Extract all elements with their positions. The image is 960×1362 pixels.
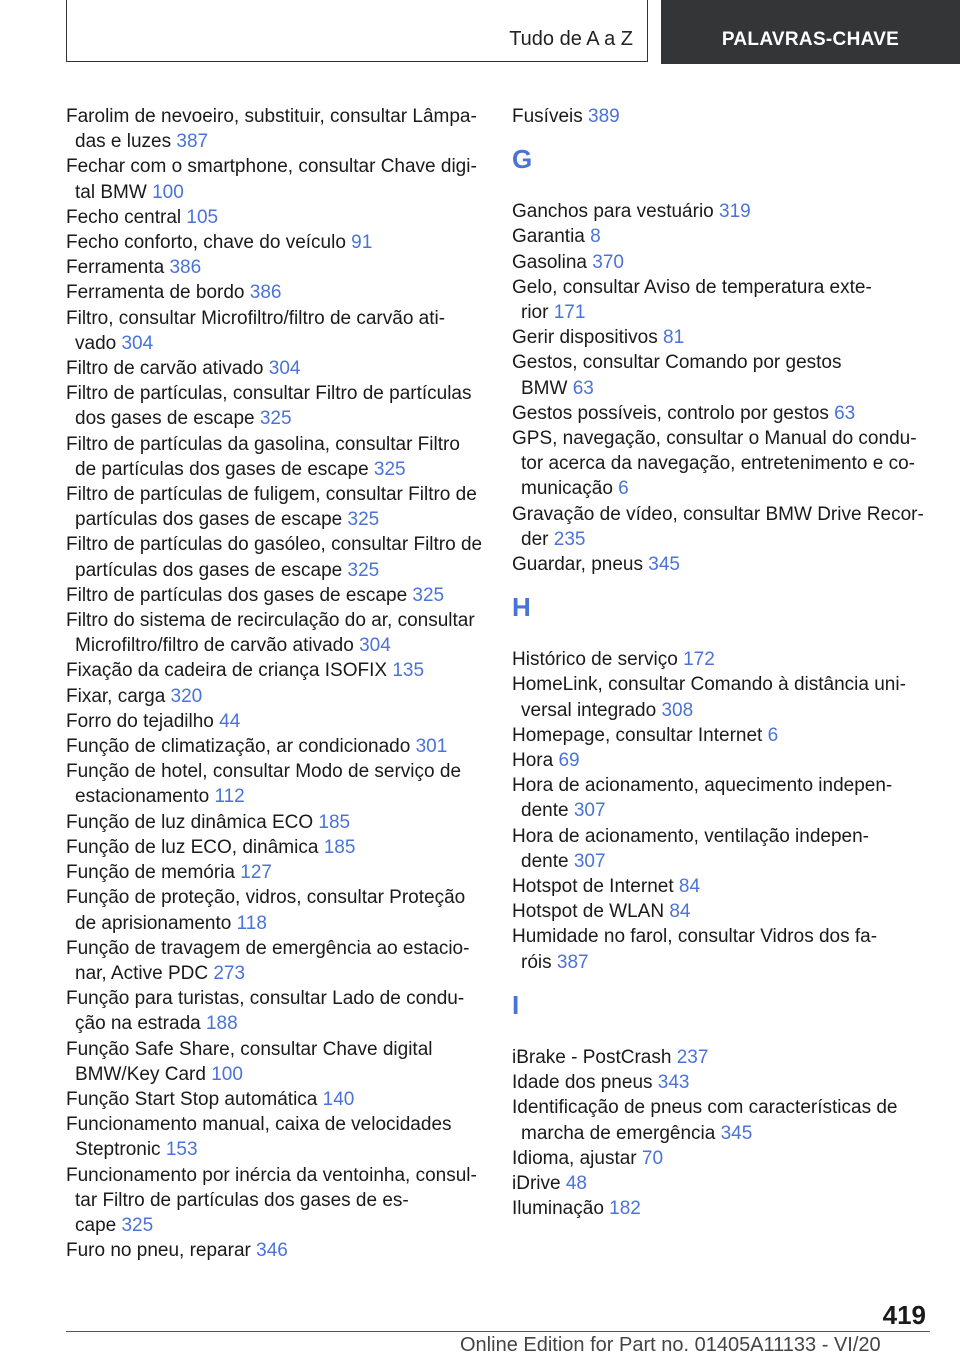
page-reference-link[interactable]: 307 <box>573 850 606 872</box>
index-entry <box>66 1037 486 1087</box>
section-tab-label: Tudo de A a Z <box>509 28 633 50</box>
page-reference-link[interactable]: 235 <box>553 528 586 550</box>
entry-term: Ferramenta <box>66 257 165 279</box>
page-reference-link[interactable]: 386 <box>169 257 202 279</box>
index-entry <box>66 885 486 935</box>
page-reference-link[interactable]: 304 <box>121 332 154 354</box>
entry-term: Fecho conforto, chave do veículo <box>66 232 346 254</box>
index-entry <box>512 723 932 748</box>
entry-term: Gerir dispositivos <box>512 327 658 349</box>
entry-term: Função de memória <box>66 862 235 884</box>
page-reference-link[interactable]: 325 <box>347 559 380 581</box>
index-entry <box>66 608 486 658</box>
entry-term: Ganchos para vestuário <box>512 201 714 223</box>
index-entry <box>512 1045 932 1070</box>
entry-term: Função de climatização, ar condicionado <box>66 736 411 758</box>
page-reference-link[interactable]: 346 <box>256 1240 288 1262</box>
edition-footer: Online Edition for Part no. 01405A11133 - VI/20 <box>460 1334 881 1356</box>
entry-term: Forro do tejadilho <box>66 710 214 732</box>
page-reference-link[interactable]: 308 <box>661 699 694 721</box>
index-entry <box>66 482 486 532</box>
page-reference-link[interactable]: 69 <box>558 750 580 772</box>
entry-term: Identificação de pneus com características de marcha de emergência <box>512 1097 898 1144</box>
page-reference-link[interactable]: 343 <box>657 1072 690 1094</box>
index-entry <box>66 306 486 356</box>
index-entry <box>512 647 932 672</box>
index-entry <box>512 426 932 502</box>
keyword-tab-label: PALAVRAS-CHAVE <box>721 29 900 50</box>
page-reference-link[interactable]: 118 <box>236 912 267 934</box>
entry-term: Iluminação <box>512 1198 604 1220</box>
page-reference-link[interactable]: 185 <box>323 836 356 858</box>
page-reference-link[interactable]: 91 <box>351 232 373 254</box>
index-entry <box>512 899 932 924</box>
page-reference-link[interactable]: 172 <box>683 649 715 671</box>
index-entry <box>66 532 486 582</box>
page-reference-link[interactable]: 387 <box>556 951 589 973</box>
entry-term: iDrive <box>512 1172 561 1194</box>
index-entry <box>66 860 486 885</box>
page-reference-link[interactable]: 100 <box>152 181 184 203</box>
page-reference-link[interactable]: 81 <box>663 327 685 349</box>
page-reference-link[interactable]: 301 <box>415 736 448 758</box>
index-entry <box>512 1171 932 1196</box>
index-entry <box>512 748 932 773</box>
entry-term: Hotspot de WLAN <box>512 901 665 923</box>
page-reference-link[interactable]: 389 <box>588 106 620 127</box>
page-reference-link[interactable]: 273 <box>213 962 246 984</box>
index-entry <box>66 154 486 204</box>
index-entry <box>512 350 932 400</box>
index-entry <box>66 104 486 154</box>
entry-term: Filtro do sistema de recirculação do ar, consultar Microfiltro/filtro de carvão ativado <box>66 610 475 657</box>
index-entry <box>512 1095 932 1145</box>
entry-term: Filtro de partículas do gasóleo, consultar Filtro de partículas dos gases de escape <box>66 534 483 581</box>
index-entry <box>66 1163 486 1239</box>
entry-term: Idade dos pneus <box>512 1072 653 1094</box>
page-reference-link[interactable]: 153 <box>165 1139 198 1161</box>
section-letter: H <box>512 592 531 623</box>
page-reference-link[interactable]: 304 <box>268 358 301 380</box>
page-reference-link[interactable]: 112 <box>214 786 245 808</box>
page-number: 419 <box>882 1300 926 1330</box>
entry-term: Filtro de partículas da gasolina, consultar Filtro de partículas dos gases de escape <box>66 433 460 480</box>
index-entry <box>66 986 486 1036</box>
page-reference-link[interactable]: 6 <box>618 478 629 500</box>
entry-term: Filtro de partículas, consultar Filtro de partículas dos gases de escape <box>66 383 472 430</box>
entry-term: Funcionamento por inércia da ventoinha, consul- tar Filtro de partículas dos gases de es- cape <box>66 1164 477 1236</box>
entry-term: Histórico de serviço <box>512 649 678 671</box>
page-reference-link[interactable]: 304 <box>359 635 391 657</box>
page-reference-link[interactable]: 63 <box>572 377 594 399</box>
entry-term: Homepage, consultar Internet <box>512 724 763 746</box>
index-entry <box>512 824 932 874</box>
page-reference-link[interactable]: 387 <box>176 131 209 153</box>
entry-term: Garantia <box>512 226 585 248</box>
entry-term: Idioma, ajustar <box>512 1147 637 1169</box>
entry-term: Furo no pneu, reparar <box>66 1240 251 1262</box>
page-reference-link[interactable]: 84 <box>678 876 701 898</box>
page-reference-link[interactable]: 84 <box>669 901 691 923</box>
index-entry <box>66 432 486 482</box>
entry-term: HomeLink, consultar Comando à distância uni- versal integrado <box>512 674 906 721</box>
index-entry <box>66 381 486 431</box>
index-entry <box>512 672 932 722</box>
page-reference-link[interactable]: 6 <box>767 724 779 746</box>
entry-term: Gestos, consultar Comando por gestos BMW <box>512 352 842 399</box>
index-entry <box>66 205 486 230</box>
index-entry <box>66 810 486 835</box>
index-entry <box>66 936 486 986</box>
index-entry <box>66 280 486 305</box>
page-reference-link[interactable]: 48 <box>565 1172 587 1194</box>
page-header <box>66 0 960 64</box>
page-reference-link[interactable]: 105 <box>186 206 219 228</box>
entry-term: Gravação de vídeo, consultar BMW Drive Recor- der <box>512 503 924 550</box>
index-entry <box>512 1196 932 1221</box>
index-entry <box>512 199 932 224</box>
entry-term: Filtro de partículas dos gases de escape <box>66 584 408 606</box>
section-letter: G <box>512 144 533 175</box>
index-entry <box>66 1238 486 1263</box>
entry-term: Hora de acionamento, ventilação indepen- dente <box>512 825 870 872</box>
entry-term: Hora <box>512 750 554 772</box>
entry-term: Guardar, pneus <box>512 554 643 576</box>
page-reference-link[interactable]: 70 <box>641 1147 664 1169</box>
index-entry <box>66 734 486 759</box>
index-entry <box>66 1112 486 1162</box>
entry-term: Gelo, consultar Aviso de temperatura exte- rior <box>512 276 872 324</box>
page-reference-link[interactable]: 8 <box>590 226 601 248</box>
entry-term: GPS, navegação, consultar o Manual do condu- tor acerca da navegação, entretenimento e co- municação <box>512 428 917 500</box>
index-entry <box>512 224 932 249</box>
footer-divider <box>66 1331 930 1332</box>
page-reference-link[interactable]: 325 <box>347 509 380 531</box>
page-reference-link[interactable]: 307 <box>573 800 606 822</box>
index-entry <box>512 1070 932 1095</box>
entry-term: Hotspot de Internet <box>512 876 674 898</box>
entry-term: Fechar com o smartphone, consultar Chave digi- tal BMW <box>66 156 477 203</box>
index-entry <box>512 250 932 275</box>
page-reference-link[interactable]: 386 <box>249 282 282 304</box>
page-reference-link[interactable]: 325 <box>259 408 292 430</box>
index-entry <box>512 874 932 899</box>
entry-term: Função de luz dinâmica ECO <box>66 811 314 833</box>
entry-term: Gestos possíveis, controlo por gestos <box>512 402 829 424</box>
entry-term: Hora de acionamento, aquecimento indepen- dente <box>512 775 893 822</box>
entry-term: Filtro de partículas de fuligem, consultar Filtro de partículas dos gases de escape <box>66 484 477 531</box>
index-entry <box>512 325 932 350</box>
index-entry <box>512 1146 932 1171</box>
page-reference-link[interactable]: 237 <box>676 1046 709 1068</box>
entry-term: Fixar, carga <box>66 685 166 707</box>
section-letter: I <box>512 989 520 1020</box>
page-reference-link[interactable]: 185 <box>318 811 351 833</box>
entry-term: Ferramenta de bordo <box>66 282 245 304</box>
page-reference-link[interactable]: 325 <box>373 458 406 480</box>
entry-term: Farolim de nevoeiro, substituir, consultar Lâmpa- das e luzes <box>66 106 477 153</box>
entry-term: Fusíveis <box>512 106 583 127</box>
entry-term: Função Safe Share, consultar Chave digital BMW/Key Card <box>66 1038 433 1085</box>
page-reference-link[interactable]: 127 <box>240 862 272 884</box>
index-entry <box>66 658 486 683</box>
page-reference-link[interactable]: 140 <box>322 1088 355 1110</box>
keyword-tab <box>661 0 960 64</box>
page-reference-link[interactable]: 171 <box>553 302 586 324</box>
entry-term: Função para turistas, consultar Lado de condu- ção na estrada <box>66 988 465 1035</box>
page-reference-link[interactable]: 325 <box>412 584 445 606</box>
entry-term: Função de travagem de emergência ao estacio- nar, Active PDC <box>66 937 470 984</box>
entry-term: Função de hotel, consultar Modo de serviço de estacionamento <box>66 761 462 808</box>
section-tab <box>66 0 648 62</box>
index-entry <box>66 583 486 608</box>
index-entry <box>66 709 486 734</box>
entry-term: Funcionamento manual, caixa de velocidades Steptronic <box>66 1114 452 1161</box>
page-reference-link[interactable]: 100 <box>211 1063 243 1085</box>
page-reference-link[interactable]: 188 <box>205 1013 238 1035</box>
page-reference-link[interactable]: 320 <box>170 685 203 707</box>
page-reference-link[interactable]: 135 <box>392 660 425 682</box>
page-reference-link[interactable]: 319 <box>719 201 751 223</box>
index-entry <box>512 773 932 823</box>
page-reference-link[interactable]: 182 <box>609 1198 641 1220</box>
index-entry <box>66 1087 486 1112</box>
page-reference-link[interactable]: 345 <box>720 1122 753 1144</box>
index-entry <box>66 356 486 381</box>
index-entry <box>66 759 486 809</box>
index-entry <box>512 924 932 974</box>
index-column-left <box>66 104 486 1263</box>
page-reference-link[interactable]: 345 <box>648 554 680 576</box>
index-entry <box>512 104 932 129</box>
entry-term: Função de proteção, vidros, consultar Proteção de aprisionamento <box>66 887 466 934</box>
entry-term: Fecho central <box>66 206 182 228</box>
index-entry <box>66 835 486 860</box>
index-column-right <box>512 104 932 1221</box>
entry-term: Função Start Stop automática <box>66 1088 318 1110</box>
index-entry <box>512 502 932 552</box>
index-entry <box>66 684 486 709</box>
index-entry <box>66 230 486 255</box>
index-entry <box>512 401 932 426</box>
page-reference-link[interactable]: 44 <box>219 710 241 732</box>
page-reference-link[interactable]: 370 <box>592 251 624 273</box>
index-entry <box>66 255 486 280</box>
entry-term: Filtro, consultar Microfiltro/filtro de carvão ati- vado <box>66 307 446 354</box>
entry-term: iBrake - PostCrash <box>512 1046 672 1068</box>
entry-term: Fixação da cadeira de criança ISOFIX <box>66 660 388 682</box>
page-reference-link[interactable]: 325 <box>121 1214 154 1236</box>
index-entry <box>512 275 932 325</box>
entry-term: Gasolina <box>512 251 587 273</box>
entry-term: Humidade no farol, consultar Vidros dos fa- róis <box>512 926 878 973</box>
page-reference-link[interactable]: 63 <box>834 402 856 424</box>
index-entry <box>512 552 932 577</box>
entry-term: Função de luz ECO, dinâmica <box>66 836 319 858</box>
entry-term: Filtro de carvão ativado <box>66 358 264 380</box>
